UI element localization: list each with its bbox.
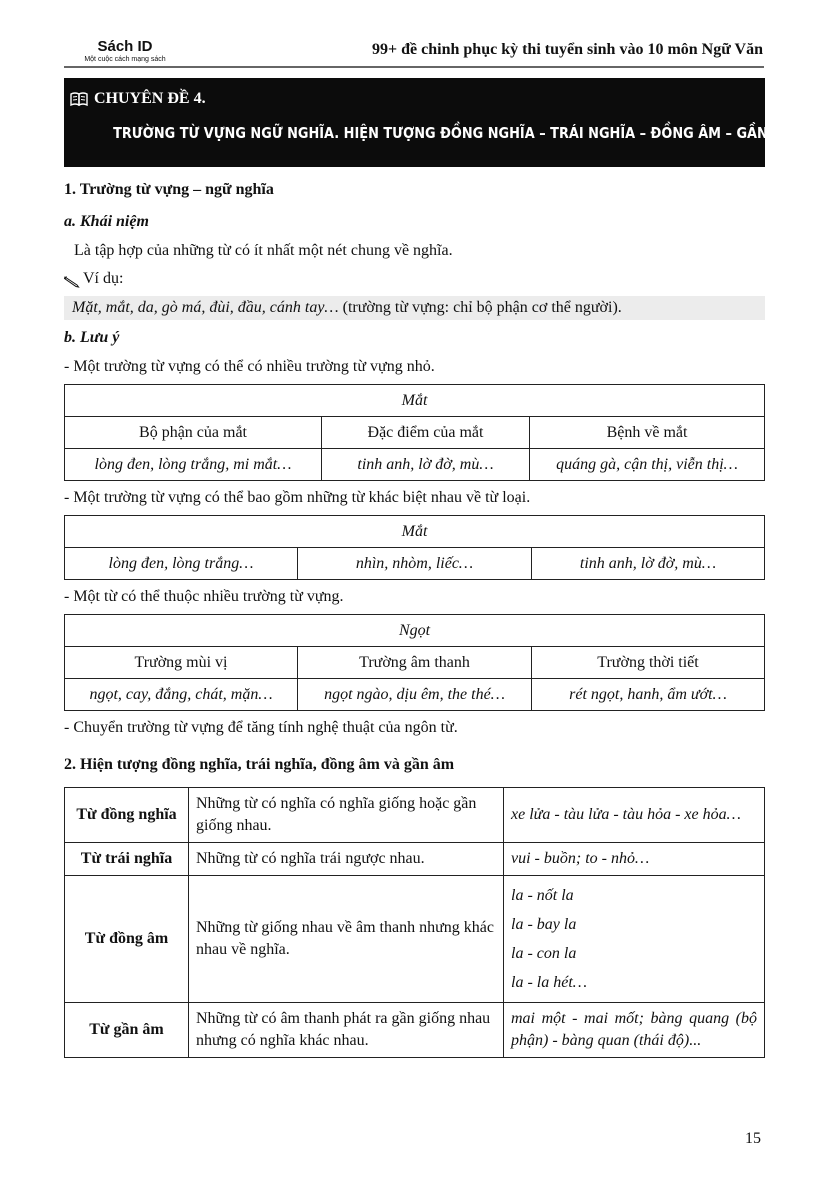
table-row [65,876,765,1003]
table-cell: lòng đen, lòng trắng… [65,548,298,580]
brand-name: Sách ID [97,38,153,55]
table-cell: tinh anh, lờ đờ, mù… [322,449,530,481]
table-cell: ngọt, cay, đắng, chát, mặn… [65,679,298,711]
book-title: 99+ đề chinh phục kỳ thi tuyển sinh vào 10 môn Ngữ Văn [372,41,763,58]
definition-cell: Những từ có âm thanh phát ra gần giống nhau nhưng có nghĩa khác nhau. [189,1003,504,1058]
note-1: - Một trường từ vựng có thể có nhiều trường từ vựng nhỏ. [64,358,435,375]
table-eye-word-classes [64,515,765,580]
table-header-cell: Trường âm thanh [298,647,532,679]
term-cell: Từ gần âm [65,1003,189,1058]
definition-cell: Những từ có nghĩa có nghĩa giống hoặc gần giống nhau. [189,788,504,843]
example-line: la - la hét… [511,974,587,991]
table-title: Ngọt [65,615,765,647]
table-header-cell: Đặc điểm của mắt [322,417,530,449]
header-divider [64,66,764,68]
table-cell: lòng đen, lòng trắng, mi mắt… [65,449,322,481]
example-note: (trường từ vựng: chỉ bộ phận cơ thể người). [338,299,622,316]
section1-title: 1. Trường từ vựng – ngữ nghĩa [64,181,274,198]
page-content [64,180,765,1058]
table-row [65,647,765,679]
table-row [65,843,765,876]
table-header-cell: Trường mùi vị [65,647,298,679]
example-words: Mặt, mắt, da, gò má, đùi, đầu, cánh tay… [72,299,339,316]
table-row [65,679,765,711]
table-row [65,449,765,481]
definition-cell: Những từ giống nhau về âm thanh nhưng khác nhau về nghĩa. [189,876,504,1003]
note-3: - Một từ có thể thuộc nhiều trường từ vựng. [64,588,344,605]
table-row [65,1003,765,1058]
chapter-number: CHUYÊN ĐỀ 4. [94,90,206,107]
table-eye-subfields [64,384,765,481]
chapter-topic: TRƯỜNG TỪ VỰNG NGỮ NGHĨA. HIỆN TƯỢNG ĐỒNG NGHĨA – TRÁI NGHĨA – ĐỒNG ÂM – GẦN ÂM [113,124,796,142]
term-cell: Từ đồng nghĩa [65,788,189,843]
page-number: 15 [745,1130,761,1147]
example-cell: xe lửa - tàu lửa - tàu hỏa - xe hỏa… [504,788,765,843]
chapter-label-row [70,90,206,108]
table-title: Mắt [65,385,765,417]
definition-cell: Những từ có nghĩa trái ngược nhau. [189,843,504,876]
term-cell: Từ đồng âm [65,876,189,1003]
example-label-row [64,268,765,290]
table-word-relations [64,787,765,1058]
brand-logo [70,38,180,64]
note-title: b. Lưu ý [64,329,120,346]
example-label: Ví dụ: [83,270,124,287]
open-book-icon [70,92,88,106]
table-cell: tinh anh, lờ đờ, mù… [532,548,765,580]
concept-title: a. Khái niệm [64,213,149,230]
note-2: - Một trường từ vựng có thể bao gồm những từ khác biệt nhau về từ loại. [64,489,531,506]
example-line: la - bay la [511,916,577,933]
example-line: la - nốt la [511,887,574,904]
pencil-icon [64,273,80,285]
table-header-cell: Bộ phận của mắt [65,417,322,449]
table-cell: quáng gà, cận thị, viễn thị… [530,449,765,481]
term-cell: Từ trái nghĩa [65,843,189,876]
note-4: - Chuyển trường từ vựng để tăng tính nghệ thuật của ngôn từ. [64,719,458,736]
example-box [64,296,765,320]
table-cell: rét ngọt, hanh, ẩm ướt… [532,679,765,711]
table-row [65,417,765,449]
section2-title: 2. Hiện tượng đồng nghĩa, trái nghĩa, đồng âm và gần âm [64,756,455,773]
example-line: la - con la [511,945,577,962]
table-sweet-fields [64,614,765,711]
concept-text: Là tập hợp của những từ có ít nhất một nét chung về nghĩa. [74,242,453,259]
example-cell: mai một - mai mốt; bàng quang (bộ phận) - bàng quan (thái độ)... [504,1003,765,1058]
table-header-cell: Trường thời tiết [532,647,765,679]
table-row [65,788,765,843]
example-cell: vui - buồn; to - nhỏ… [504,843,765,876]
table-title: Mắt [65,516,765,548]
chapter-banner [64,78,796,167]
table-header-cell: Bệnh về mắt [530,417,765,449]
example-cell [504,876,765,1003]
table-cell: nhìn, nhòm, liếc… [298,548,532,580]
brand-tagline: Một cuộc cách mạng sách [84,56,166,63]
table-cell: ngọt ngào, dịu êm, the thé… [298,679,532,711]
table-row [65,548,765,580]
